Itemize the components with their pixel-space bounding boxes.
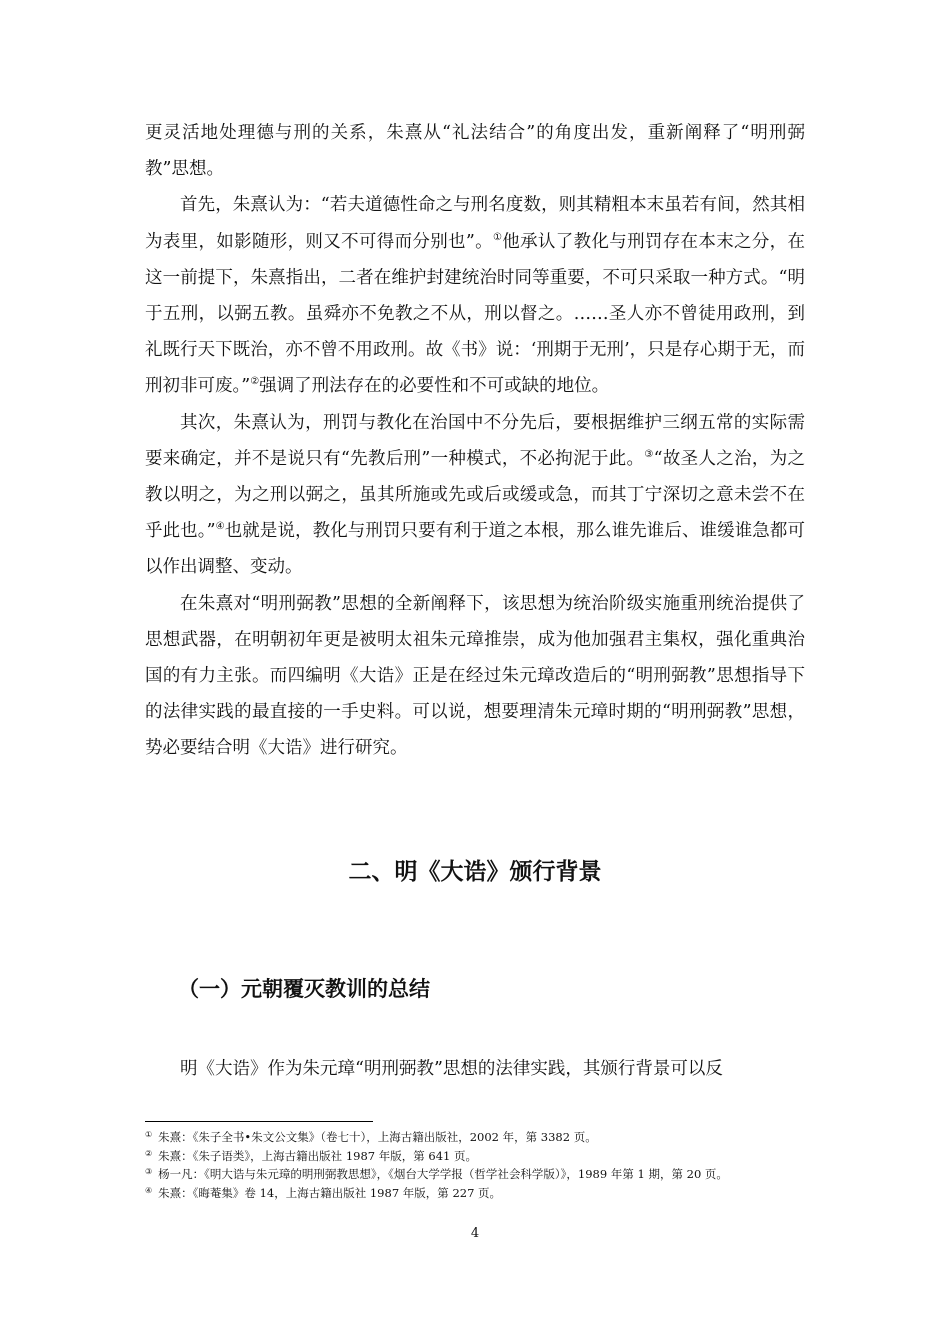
footnote-text: 朱熹：《晦菴集》卷 14，上海古籍出版社 1987 年版，第 227 页。 [158, 1185, 502, 1200]
footnote-text: 朱熹：《朱子全书•朱文公文集》（卷七十），上海古籍出版社，2002 年，第 3382 页。 [158, 1130, 597, 1144]
paragraph-second [145, 405, 805, 586]
paragraph-text: 明《大诰》作为朱元璋“明刑弼教”思想的法律实践，其颁行背景可以反 [180, 1059, 723, 1079]
paragraph-text: 他承认了教化与刑罚存在本末之分，在这一前提下，朱熹指出，二者在维护封建统治时同等重要，不可只采取一种方式。“明于五刑，以弼五教。虽舜亦不免教之不从，刑以督之。……圣人亦不曾徒用政刑，到礼既行天下既治，亦不曾不用政刑。故《书》说：‘刑期于无刑’，只是存心期于无，而刑初非可废。” [145, 231, 806, 397]
paragraph-text: 首先，朱熹认为：“若夫道德性命之与刑名度数，则其精粗本末虽若有间，然其相为表里，如影随形，则又不可得而分别也”。 [145, 195, 805, 252]
footnote-mark: ② [145, 1148, 153, 1158]
paragraph-continuation [145, 115, 805, 187]
paragraph-text: 在朱熹对“明刑弼教”思想的全新阐释下，该思想为统治阶级实施重刑统治提供了思想武器，在明朝初年更是被明太祖朱元璋推崇，成为他加强君主集权，强化重典治国的有力主张。而四编明《大诰》正是在经过朱元璋改造后的“明刑弼教”思想指导下的法律实践的最直接的一手史料。可以说，想要理清朱元璋时期的“明刑弼教”思想，势必要结合明《大诰》进行研究。 [145, 593, 805, 759]
page-number: 4 [470, 1226, 480, 1241]
paragraph-last [145, 1051, 805, 1087]
footnote-item [145, 1127, 805, 1146]
paragraph-third [145, 586, 805, 767]
footnote-mark: ④ [145, 1185, 153, 1195]
body-text [145, 115, 805, 767]
paragraph-text: “故圣人之治，为之教以明之，为之刑以弼之，虽其所施或先或后或缓或急，而其丁宁深切之意未尝不在乎此也。” [145, 448, 805, 542]
footnote-item [145, 1164, 805, 1183]
footnote-item [145, 1146, 805, 1165]
footnote-item [145, 1183, 805, 1202]
footnote-ref[interactable]: ② [250, 376, 260, 388]
section-heading: 二、明《大诰》颁行背景 [348, 859, 602, 885]
footnote-mark: ① [145, 1130, 153, 1139]
footnote-mark: ③ [145, 1167, 153, 1176]
paragraph-text: 其次，朱熹认为，刑罚与教化在治国中不分先后，要根据维护三纲五常的实际需要来确定，并不是说只有“先教后刑”一种模式，不必拘泥于此。 [145, 412, 805, 469]
footnote-text: 杨一凡：《明大诰与朱元璋的明刑弼教思想》，《烟台大学学报（哲学社会科学版）》，1989 年第 1 期，第 20 页。 [158, 1167, 728, 1181]
subsection-heading: （一）元朝覆灭教训的总结 [178, 977, 430, 1001]
footnote-ref[interactable]: ① [492, 231, 503, 243]
paragraph-first [145, 187, 805, 404]
footnote-text: 朱熹：《朱子语类》，上海古籍出版社 1987 年版，第 641 页。 [158, 1148, 478, 1163]
footnotes [145, 1127, 805, 1201]
footnote-ref[interactable]: ④ [215, 521, 225, 533]
paragraph-text: 更灵活地处理德与刑的关系，朱熹从“礼法结合”的角度出发，重新阐释了“明刑弼教”思想。 [145, 123, 805, 180]
paragraph-text: 也就是说，教化与刑罚只要有利于道之本根，那么谁先谁后、谁缓谁急都可以作出调整、变动。 [145, 521, 805, 578]
footnote-divider [145, 1121, 373, 1122]
footnote-ref[interactable]: ③ [644, 448, 654, 460]
paragraph-text: 强调了刑法存在的必要性和不可或缺的地位。 [259, 376, 610, 397]
